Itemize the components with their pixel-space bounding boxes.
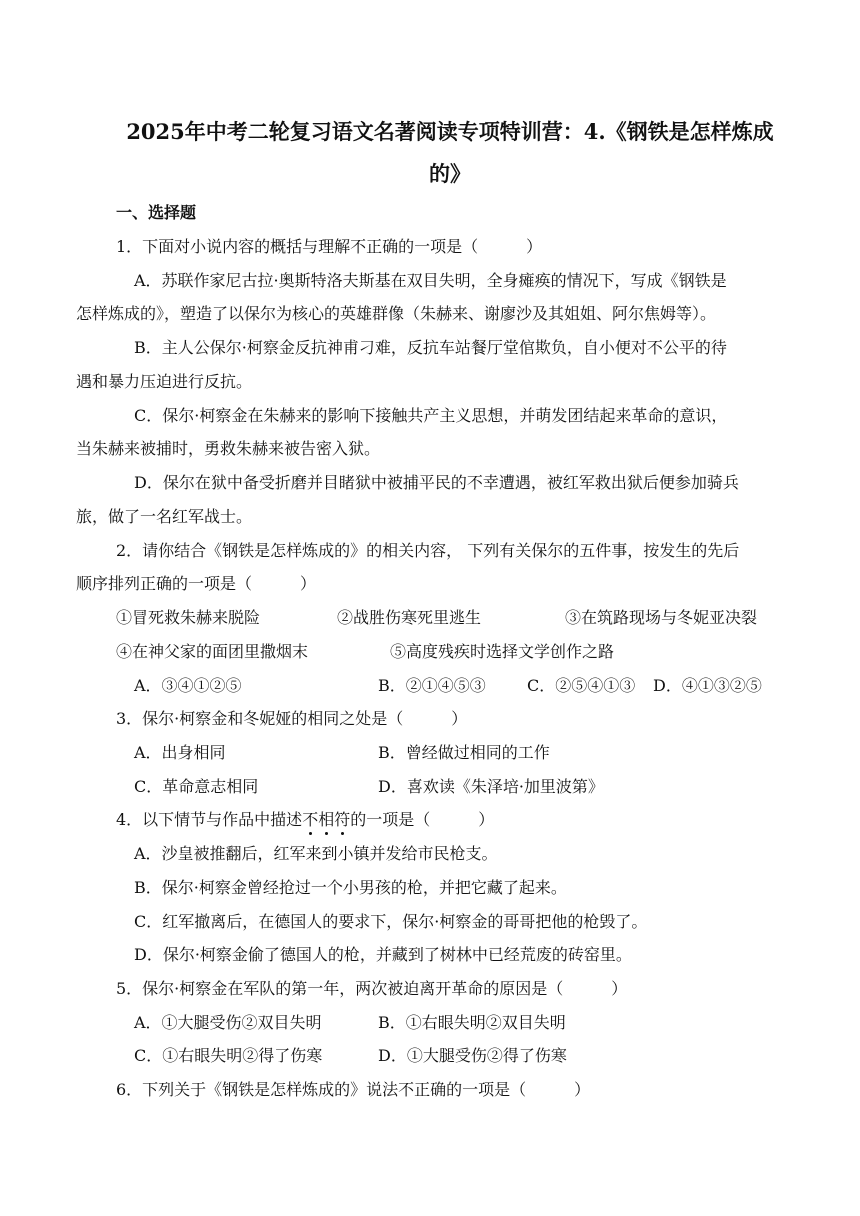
question-4-option-a: A．沙皇被推翻后，红军来到小镇并发给市民枪支。 bbox=[134, 844, 498, 863]
question-1-stem: 1．下面对小说内容的概括与理解不正确的一项是（ ） bbox=[116, 237, 543, 256]
question-5-option-d: D．①大腿受伤②得了伤寒 bbox=[378, 1046, 567, 1065]
question-5-option-b: B．①右眼失明②双目失明 bbox=[378, 1013, 566, 1032]
page-title: 2025年中考二轮复习语文名著阅读专项特训营：4.《钢铁是怎样炼成 bbox=[126, 119, 774, 144]
question-1-option-c: C．保尔·柯察金在朱赫来的影响下接触共产主义思想，并萌发团结起来革命的意识， bbox=[134, 406, 728, 425]
question-2-option-a: A．③④①②⑤ bbox=[134, 676, 242, 695]
question-3-option-b: B．曾经做过相同的工作 bbox=[378, 743, 550, 762]
question-1-option-b: B．主人公保尔·柯察金反抗神甫刁难，反抗车站餐厅堂倌欺负，自小便对不公平的待 bbox=[134, 338, 727, 357]
question-4-stem-start: 4．以下情节与作品中描述 bbox=[116, 810, 303, 829]
question-1-option-b-cont: 遇和暴力压迫进行反抗。 bbox=[76, 372, 253, 391]
question-2-event-2: ②战胜伤寒死里逃生 bbox=[337, 608, 482, 627]
question-2-option-d: D．④①③②⑤ bbox=[653, 676, 762, 695]
emphasis-char: 相 bbox=[318, 810, 335, 829]
page-title-continued: 的》 bbox=[429, 161, 471, 186]
question-4-option-b: B．保尔·柯察金曾经抢过一个小男孩的枪，并把它藏了起来。 bbox=[134, 878, 567, 897]
question-2-event-5: ⑤高度残疾时选择文学创作之路 bbox=[390, 642, 615, 661]
question-1-option-d-cont: 旅，做了一名红军战士。 bbox=[76, 507, 253, 526]
question-3-stem: 3．保尔·柯察金和冬妮娅的相同之处是（ ） bbox=[116, 709, 468, 728]
question-4-stem bbox=[116, 810, 494, 830]
question-1-option-c-cont: 当朱赫来被捕时，勇救朱赫来被告密入狱。 bbox=[76, 439, 381, 458]
question-2-option-b: B．②①④⑤③ bbox=[378, 676, 486, 695]
question-2-option-c: C．②⑤④①③ bbox=[527, 676, 636, 695]
question-5-option-a: A．①大腿受伤②双目失明 bbox=[134, 1013, 322, 1032]
question-3-option-a: A．出身相同 bbox=[134, 743, 226, 762]
emphasis-char: 符 bbox=[334, 810, 351, 829]
question-5-option-c: C．①右眼失明②得了伤寒 bbox=[134, 1046, 323, 1065]
question-2-event-3: ③在筑路现场与冬妮亚决裂 bbox=[565, 608, 758, 627]
question-2-event-4: ④在神父家的面团里撒烟末 bbox=[116, 642, 309, 661]
question-1-option-a: A．苏联作家尼古拉·奥斯特洛夫斯基在双目失明，全身瘫痪的情况下，写成《钢铁是 bbox=[134, 271, 727, 290]
question-3-option-c: C．革命意志相同 bbox=[134, 777, 259, 796]
question-5-stem: 5．保尔·柯察金在军队的第一年，两次被迫离开革命的原因是（ ） bbox=[116, 979, 628, 998]
question-6-stem: 6．下列关于《钢铁是怎样炼成的》说法不正确的一项是（ ） bbox=[116, 1080, 591, 1099]
question-1-option-d: D．保尔在狱中备受折磨并目睹狱中被捕平民的不幸遭遇，被红军救出狱后便参加骑兵 bbox=[134, 473, 739, 492]
question-2-stem: 2．请你结合《钢铁是怎样炼成的》的相关内容， 下列有关保尔的五件事，按发生的先后 bbox=[116, 541, 740, 560]
question-1-option-a-cont: 怎样炼成的》，塑造了以保尔为核心的英雄群像（朱赫来、谢廖沙及其姐姐、阿尔焦姆等）。 bbox=[76, 304, 717, 323]
question-3-option-d: D．喜欢读《朱泽培·加里波第》 bbox=[378, 777, 604, 796]
question-4-option-c: C．红军撤离后，在德国人的要求下，保尔·柯察金的哥哥把他的枪毁了。 bbox=[134, 912, 648, 931]
section-heading: 一、选择题 bbox=[116, 203, 197, 222]
question-4-stem-end: 的一项是（ ） bbox=[350, 810, 495, 829]
emphasis-char: 不 bbox=[302, 810, 319, 829]
question-2-event-1: ①冒死救朱赫来脱险 bbox=[116, 608, 261, 627]
question-4-option-d: D．保尔·柯察金偷了德国人的枪，并藏到了树林中已经荒废的砖窑里。 bbox=[134, 945, 632, 964]
question-2-stem-cont: 顺序排列正确的一项是（ ） bbox=[76, 574, 317, 593]
